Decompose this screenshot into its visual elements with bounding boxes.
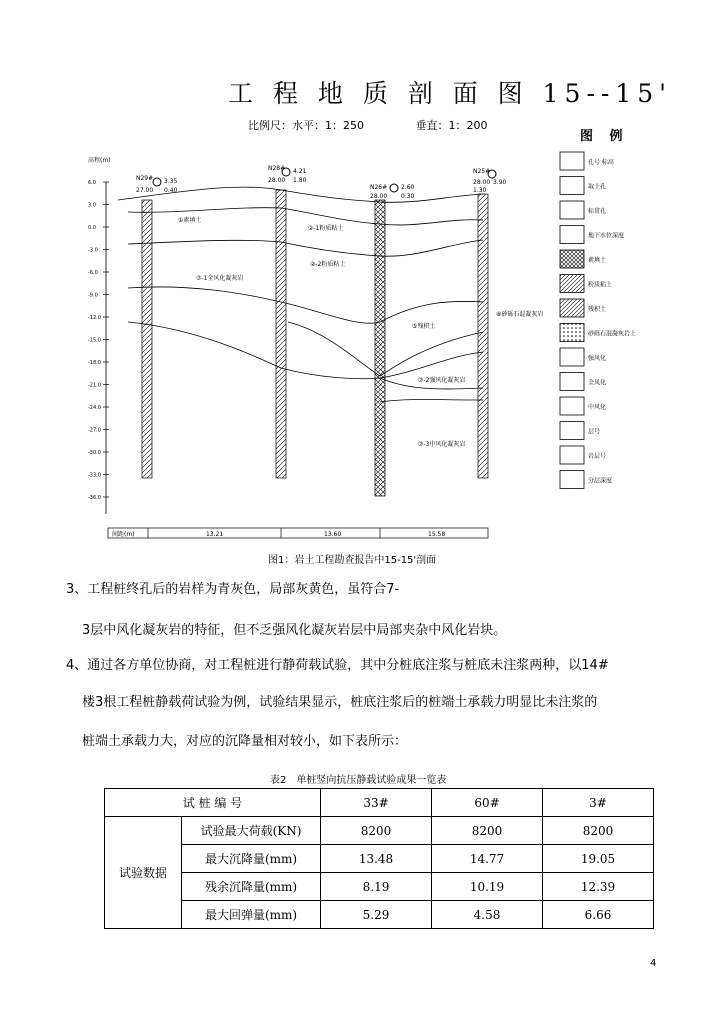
axis-tick-label: 0.0 — [88, 225, 96, 231]
borehole-2 — [268, 165, 307, 478]
axis-tick-label: -33.0 — [88, 472, 101, 479]
layer-label: ②-1粉质粘土 — [308, 225, 344, 232]
paragraph-4-line2: 楼3根工程桩静载荷试验为例，试验结果显示，桩底注浆后的桩端土承载力明显比未注浆的 — [82, 695, 598, 710]
distance-2: 13.60 — [324, 531, 342, 538]
distance-row — [108, 528, 488, 538]
legend-label: 残积土 — [588, 306, 607, 313]
axis-tick-label: 3.0 — [88, 202, 96, 209]
borehole-4 — [473, 168, 507, 478]
scale-vertical: 垂直：1：200 — [415, 119, 488, 132]
legend-swatch — [560, 422, 584, 440]
distance-3: 15.58 — [428, 531, 446, 538]
layer-label: ⑦-1全风化凝灰岩 — [196, 275, 244, 282]
row-label: 最大回弹量(mm) — [182, 901, 321, 929]
bh3-elev: 2.60 — [401, 184, 415, 191]
axis-tick-label: -9.0 — [88, 292, 98, 299]
legend-label: 砂砾石混凝灰岩土 — [588, 330, 637, 338]
table-row — [105, 901, 654, 929]
distance-label: 间距(m) — [112, 531, 135, 538]
cell: 6.66 — [543, 901, 654, 929]
cell: 12.39 — [543, 873, 654, 901]
cell: 8200 — [432, 817, 543, 845]
axis-tick-label: -6.0 — [88, 270, 98, 276]
borehole-3 — [370, 184, 415, 496]
paragraph-4-line1: 4、通过各方单位协商，对工程桩进行静荷载试验，其中分桩底注浆与桩底未注浆两种，以14# — [66, 658, 609, 673]
cell: 14.77 — [432, 845, 543, 873]
paragraph-3-line1: 3、工程桩终孔后的岩样为青灰色，局部灰黄色，虽符合7- — [66, 582, 400, 597]
legend-swatch — [560, 324, 584, 342]
bh1-id: N29# — [136, 175, 154, 182]
bh3-depth: 28.00 — [370, 193, 388, 200]
layer-boundaries — [118, 187, 483, 402]
bh1-elev: 3.35 — [164, 178, 178, 185]
cell: 8200 — [321, 817, 432, 845]
legend-swatch — [560, 226, 584, 244]
bh2-water: 1.80 — [293, 177, 307, 184]
legend-swatch — [560, 471, 584, 489]
group-label: 试验数据 — [105, 817, 182, 929]
bh2-id: N28# — [268, 165, 286, 172]
distance-1: 13.21 — [206, 531, 224, 538]
legend-swatch — [560, 446, 584, 464]
legend-label: 孔号 标高 — [588, 159, 614, 166]
legend-swatch — [560, 373, 584, 391]
table-row — [105, 845, 654, 873]
bh4-id: N25# — [473, 168, 491, 175]
bh1-depth: 27.00 — [136, 187, 154, 194]
legend-swatch — [560, 250, 584, 268]
legend-label: 分层深度 — [588, 477, 613, 485]
paragraph-3-line2: 3层中风化凝灰岩的特征，但不乏强风化凝灰岩层中局部夹杂中风化岩块。 — [82, 623, 507, 638]
axis-tick-label: -12.0 — [88, 315, 101, 321]
figure-caption: 图1：岩土工程勘查报告中15-15'剖面 — [268, 555, 437, 566]
cell: 13.48 — [321, 845, 432, 873]
layer-label: ⑧砂砾石混凝灰岩 — [496, 311, 544, 318]
legend-swatch — [560, 152, 584, 170]
legend-label: 标贯孔 — [588, 208, 607, 215]
bh1-water: 0.40 — [164, 187, 178, 194]
page-number: 4 — [650, 958, 657, 969]
legend-swatch — [560, 177, 584, 195]
legend-label: 岩层号 — [588, 453, 607, 460]
cell: 19.05 — [543, 845, 654, 873]
legend-title: 图 例 — [580, 129, 629, 144]
legend-swatch — [560, 201, 584, 219]
table-header-row — [105, 789, 654, 817]
legend-swatch — [560, 348, 584, 366]
axis-tick-label: -21.0 — [88, 382, 101, 389]
table-row — [105, 873, 654, 901]
legend-label: 全风化 — [588, 379, 607, 387]
row-label: 残余沉降量(mm) — [182, 873, 321, 901]
legend — [558, 150, 648, 500]
row-label: 最大沉降量(mm) — [182, 845, 321, 873]
figure-title: 工 程 地 质 剖 面 图 15--15' — [228, 79, 673, 108]
legend-label: 强风化 — [588, 355, 607, 362]
axis-tick-label: -15.0 — [88, 337, 101, 344]
paragraph-4-line3: 桩端土承载力大，对应的沉降量相对较小，如下表所示： — [82, 734, 408, 749]
scale-horizontal: 比例尺：水平：1：250 — [248, 119, 364, 132]
borehole-1 — [136, 175, 178, 478]
bh3-id: N26# — [370, 184, 388, 191]
cell: 10.19 — [432, 873, 543, 901]
legend-swatch — [560, 299, 584, 317]
legend-label: 中风化 — [588, 404, 607, 411]
axis-tick-label: -3.0 — [88, 247, 98, 254]
geological-section — [88, 152, 544, 542]
table-caption: 表2 单桩竖向抗压静载试验成果一览表 — [270, 775, 447, 786]
legend-label: 素填土 — [588, 257, 607, 264]
axis-tick-label: -24.0 — [88, 405, 101, 411]
axis-tick-label: -36.0 — [88, 495, 101, 501]
layer-label: ⑦-3中风化凝灰岩 — [418, 441, 466, 448]
bh3-water: 0.30 — [401, 193, 415, 200]
axis-tick-label: -18.0 — [88, 360, 101, 366]
scale-line — [248, 117, 488, 133]
axis-tick-label: -30.0 — [88, 450, 101, 456]
legend-label: 取土孔 — [588, 183, 607, 191]
bh2-elev: 4.21 — [293, 168, 307, 175]
bh4-depth: 28.00 — [473, 179, 491, 186]
row-label: 试验最大荷载(KN) — [182, 817, 321, 845]
table-row — [105, 817, 654, 845]
load-test-table — [104, 788, 654, 929]
layer-label: ①素填土 — [178, 217, 202, 224]
bh2-depth: 28.00 — [268, 177, 286, 184]
layer-label: ⑦-2强风化凝灰岩 — [418, 377, 466, 384]
layer-label: ②-2粉质粘土 — [310, 261, 346, 268]
cell: 8200 — [543, 817, 654, 845]
axis-label: 高程(m) — [88, 157, 111, 164]
header-col: 3# — [543, 789, 654, 817]
legend-label: 粉质粘土 — [588, 281, 613, 289]
cell: 5.29 — [321, 901, 432, 929]
bh4-elev: 3.90 — [493, 179, 507, 186]
cell: 4.58 — [432, 901, 543, 929]
bh4-water: 1.30 — [473, 187, 487, 194]
legend-swatch — [560, 275, 584, 293]
legend-label: 层号 — [588, 428, 601, 436]
header-col: 60# — [432, 789, 543, 817]
axis-tick-label: 6.0 — [88, 180, 96, 186]
legend-swatch — [560, 397, 584, 415]
header-label: 试 桩 编 号 — [105, 789, 321, 817]
legend-label: 地下水位深度 — [588, 232, 625, 240]
layer-label: ⑤残积土 — [412, 323, 436, 330]
cell: 8.19 — [321, 873, 432, 901]
layer-labels — [178, 216, 543, 448]
header-col: 33# — [321, 789, 432, 817]
axis-tick-label: -27.0 — [88, 427, 101, 434]
